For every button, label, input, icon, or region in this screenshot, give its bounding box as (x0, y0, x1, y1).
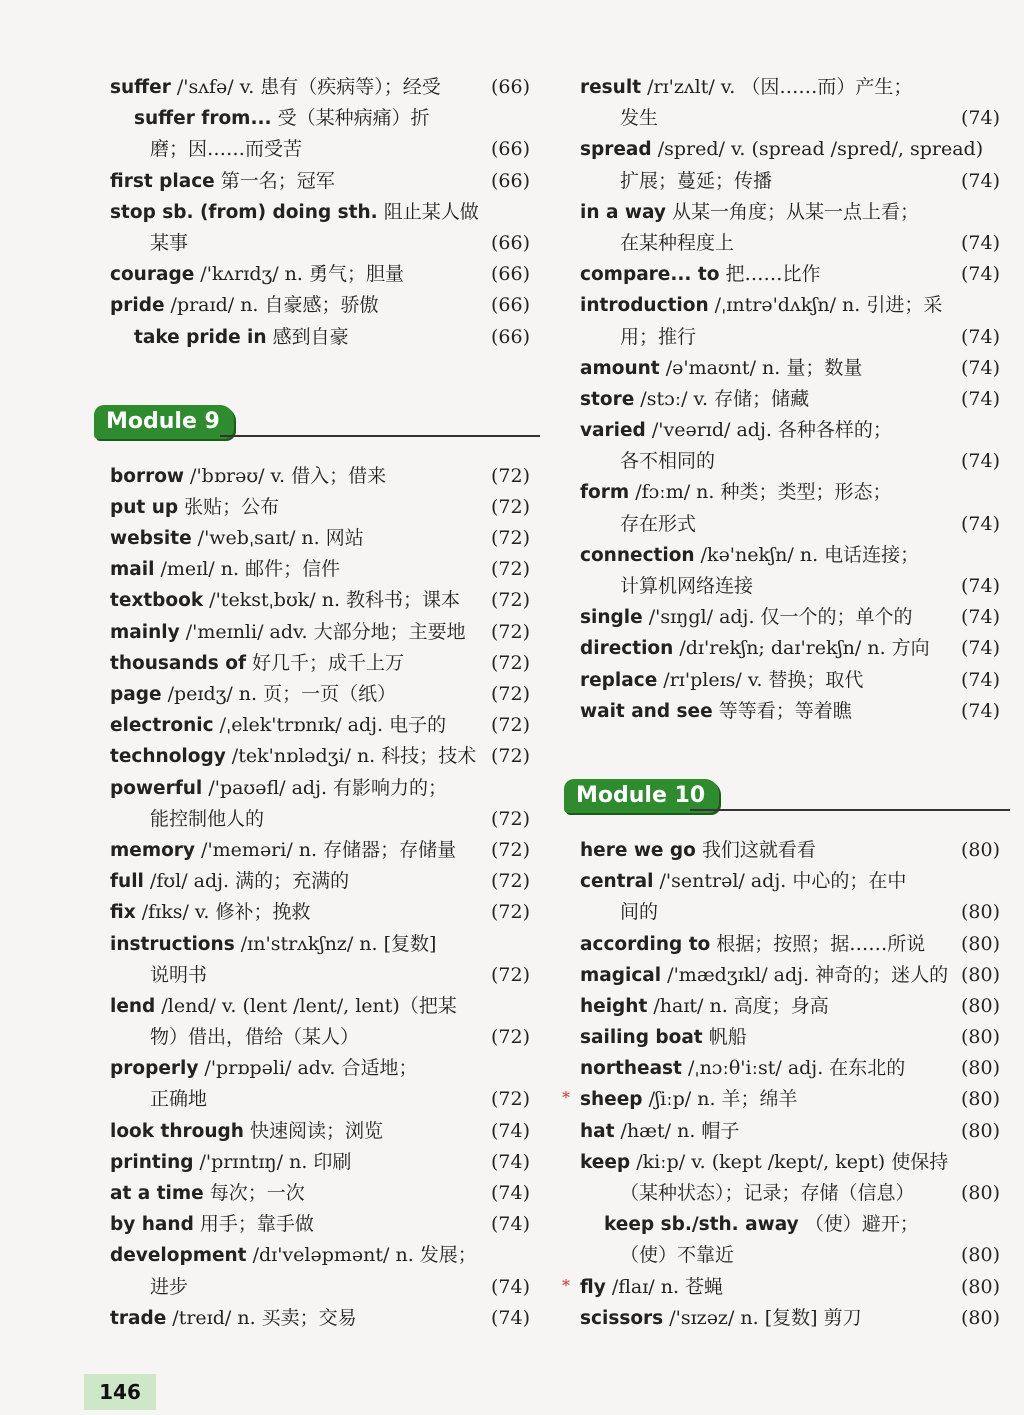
definition: /'mædʒɪkl/ adj. 神奇的；迷人的 (661, 963, 949, 986)
vocab-entry (580, 1116, 1000, 1147)
vocab-entry (580, 322, 1000, 353)
definition: 扩展；蔓延；传播 (620, 169, 773, 192)
definition: 好几千；成千上万 (246, 651, 405, 674)
definition: /fʊl/ adj. 满的；充满的 (143, 870, 350, 893)
vocab-entry (110, 804, 530, 835)
headword: hat (580, 1120, 615, 1142)
headword: mail (110, 559, 155, 581)
definition: 每次；一次 (203, 1182, 305, 1204)
vocab-entry (110, 166, 530, 197)
headword: memory (110, 839, 195, 861)
definition: /'paʊəfl/ adj. 有影响力的； (202, 776, 448, 799)
page-reference: (74) (490, 1182, 530, 1204)
headword: development (110, 1245, 247, 1267)
page-reference: (80) (960, 994, 1000, 1017)
definition: 存在形式 (620, 512, 697, 535)
vocab-entry (580, 1178, 1000, 1209)
definition: /stɔː/ v. 存储；储藏 (634, 387, 810, 410)
definition: 我们这就看看 (695, 838, 816, 861)
vocab-entry (110, 1272, 530, 1303)
headword: full (110, 871, 144, 893)
vocab-entry (580, 835, 1000, 866)
vocab-entry (580, 290, 1000, 321)
page-reference: (80) (960, 1057, 1000, 1080)
page-reference: (74) (960, 575, 1000, 597)
vocab-entry (110, 741, 530, 772)
vocab-entry (580, 509, 1000, 540)
page-reference: (74) (960, 107, 1000, 130)
page-reference: (80) (960, 901, 1000, 924)
module-10-header (576, 779, 1000, 817)
definition: /rɪ'zʌlt/ v. （因……而）产生； (641, 76, 913, 98)
page-reference: (80) (960, 1275, 1000, 1298)
vocab-entry (580, 1209, 1000, 1240)
headword: stop sb. (from) doing sth. (110, 201, 378, 223)
definition: 第一名；冠军 (214, 169, 335, 192)
vocab-entry (110, 72, 530, 103)
definition: /treɪd/ n. 买卖；交易 (166, 1306, 357, 1329)
definition: /rɪ'pleɪs/ v. 替换；取代 (657, 668, 864, 691)
headword: suffer (110, 77, 171, 98)
headword: trade (110, 1307, 167, 1329)
headword: website (110, 528, 192, 550)
vocab-entry (580, 602, 1000, 633)
page-reference: (66) (490, 231, 530, 254)
headword: connection (580, 544, 695, 566)
page-reference: (74) (960, 512, 1000, 535)
headword: mainly (110, 621, 180, 643)
page-reference: (72) (490, 620, 530, 643)
vocab-entry (580, 633, 1000, 664)
vocab-entry (110, 929, 530, 960)
page-reference: (72) (490, 901, 530, 924)
vocab-entry (580, 1147, 1000, 1178)
definition: /ˌelek'trɒnɪk/ adj. 电子的 (213, 714, 447, 737)
headword: form (580, 482, 630, 504)
definition: 进步 (150, 1275, 189, 1298)
page-reference: (72) (490, 870, 530, 893)
vocab-entry (580, 960, 1000, 991)
vocab-entry (110, 1303, 530, 1334)
definition: /ˌɪntrə'dʌkʃn/ n. 引进；采 (708, 294, 943, 317)
vocab-entry (580, 1303, 1000, 1334)
headword: at a time (110, 1183, 204, 1204)
page-reference: (74) (960, 231, 1000, 254)
definition: /'webˌsaɪt/ n. 网站 (191, 527, 364, 550)
page-reference: (66) (490, 263, 530, 286)
module-divider (690, 809, 1010, 811)
headword: according to (580, 933, 711, 955)
page-reference: (74) (960, 668, 1000, 691)
headword: powerful (110, 777, 203, 799)
headword: look through (110, 1120, 244, 1142)
left-module-entries (110, 461, 530, 1334)
definition: /'tekstˌbʊk/ n. 教科书；课本 (203, 589, 461, 612)
page-reference: (74) (490, 1119, 530, 1142)
vocab-entry (580, 665, 1000, 696)
headword: in a way (580, 201, 666, 223)
definition: /haɪt/ n. 高度；身高 (647, 994, 829, 1017)
module-9-header (106, 405, 530, 443)
vocab-entry (110, 197, 530, 228)
headword: courage (110, 264, 195, 286)
headword: central (580, 871, 654, 893)
definition: 把……比作 (719, 263, 821, 286)
vocab-entry (110, 1240, 530, 1271)
vocab-entry (110, 1022, 530, 1053)
headword: store (580, 388, 635, 410)
vocab-entry (110, 1053, 530, 1084)
definition: /fɪks/ v. 修补；挽救 (135, 901, 311, 924)
definition: 快速阅读；浏览 (243, 1119, 383, 1142)
vocab-entry (110, 866, 530, 897)
module-badge: Module 10 (564, 779, 719, 813)
vocab-entry (110, 290, 530, 321)
definition: /peɪdʒ/ n. 页；一页（纸） (161, 683, 397, 705)
page-reference: (74) (960, 387, 1000, 410)
definition: 在某种程度上 (620, 231, 735, 254)
headword: scissors (580, 1307, 664, 1329)
page-reference: (74) (960, 356, 1000, 379)
vocab-entry (110, 1178, 530, 1209)
headword: technology (110, 746, 226, 768)
vocab-entry (110, 322, 530, 353)
definition: /ˌnɔːθ'iːst/ adj. 在东北的 (681, 1057, 906, 1080)
headword: replace (580, 669, 658, 691)
definition: /hæt/ n. 帽子 (614, 1119, 740, 1142)
headword: compare... to (580, 264, 720, 286)
vocab-entry (110, 835, 530, 866)
headword: wait and see (580, 700, 713, 722)
definition: /'prɪntɪŋ/ n. 印刷 (193, 1150, 352, 1173)
definition: 说明书 (150, 963, 208, 986)
definition: /kə'nekʃn/ n. 电话连接； (694, 543, 920, 566)
headword: page (110, 684, 162, 705)
definition: /kiːp/ v. (kept /kept/, kept) 使保持 (630, 1150, 949, 1173)
vocab-entry (580, 228, 1000, 259)
page-reference: (66) (490, 76, 530, 98)
page-reference: (72) (490, 683, 530, 705)
headword: magical (580, 964, 662, 986)
vocab-entry (110, 960, 530, 991)
headword: single (580, 607, 643, 629)
vocab-entry (580, 991, 1000, 1022)
page-reference: (74) (490, 1213, 530, 1236)
right-top-entries (580, 72, 1000, 727)
page-reference: (80) (960, 1244, 1000, 1267)
definition: /'prɒpəli/ adv. 合适地； (198, 1057, 418, 1080)
vocab-entry (580, 166, 1000, 197)
page-reference: (72) (490, 495, 530, 518)
vocab-entry (110, 679, 530, 710)
definition: /meɪl/ n. 邮件；信件 (154, 558, 341, 581)
vocab-entry (110, 617, 530, 648)
page-reference: (80) (960, 1026, 1000, 1049)
vocab-entry (110, 1147, 530, 1178)
vocab-entry (580, 259, 1000, 290)
headword: northeast (580, 1058, 682, 1080)
page-number: 146 (84, 1374, 156, 1410)
page-reference: (72) (490, 558, 530, 581)
page-reference: (74) (490, 1150, 530, 1173)
headword: by hand (110, 1214, 194, 1236)
vocab-entry (110, 648, 530, 679)
definition: /ʃiːp/ n. 羊；绵羊 (642, 1088, 798, 1111)
definition: 用手；靠手做 (193, 1213, 314, 1236)
headword: keep sb./sth. away (604, 1214, 799, 1236)
definition: 计算机网络连接 (620, 575, 754, 597)
definition: 物）借出，借给（某人） (150, 1026, 360, 1049)
headword: printing (110, 1151, 194, 1173)
vocab-entry (110, 523, 530, 554)
definition: 能控制他人的 (150, 807, 265, 830)
vocab-entry (580, 197, 1000, 228)
vocab-entry (580, 540, 1000, 571)
vocab-entry (580, 384, 1000, 415)
star-mark: * (562, 1275, 570, 1295)
vocab-entry (110, 1209, 530, 1240)
headword: lend (110, 995, 156, 1017)
definition: 帆船 (702, 1026, 747, 1049)
definition: 正确地 (150, 1088, 208, 1111)
definition: 某事 (150, 231, 189, 254)
headword: sheep (580, 1089, 643, 1111)
page-reference: (80) (960, 963, 1000, 986)
page-reference: (72) (490, 1026, 530, 1049)
page-reference: (72) (490, 589, 530, 612)
definition: /dɪ'veləpmənt/ n. 发展； (246, 1244, 477, 1267)
headword: spread (580, 139, 652, 161)
definition: /tek'nɒlədʒi/ n. 科技；技术 (225, 745, 477, 768)
page-reference: (74) (960, 637, 1000, 660)
definition: /'sɪŋgl/ adj. 仅一个的；单个的 (642, 606, 913, 629)
vocab-entry (110, 134, 530, 165)
vocab-entry (110, 492, 530, 523)
headword: first place (110, 170, 215, 192)
definition: 根据；按照；据……所说 (710, 932, 926, 955)
vocab-entry (562, 1272, 1000, 1303)
headword: borrow (110, 465, 184, 487)
definition: 发生 (620, 107, 659, 130)
definition: /'veərɪd/ adj. 各种各样的； (645, 419, 892, 442)
headword: textbook (110, 590, 204, 612)
definition: /'sɪzəz/ n. [复数] 剪刀 (663, 1306, 862, 1329)
definition: /spred/ v. (spread /spred/, spread) (651, 138, 984, 161)
vocab-entry (110, 1116, 530, 1147)
page-reference: (72) (490, 745, 530, 768)
page-reference: (74) (960, 169, 1000, 192)
headword: fix (110, 902, 136, 924)
page-reference: (72) (490, 807, 530, 830)
vocab-entry (580, 415, 1000, 446)
definition: /'sentrəl/ adj. 中心的；在中 (653, 870, 907, 893)
vocab-entry (110, 461, 530, 492)
headword: put up (110, 496, 179, 518)
definition: （某种状态）；记录；存储（信息） (620, 1182, 915, 1204)
page-reference: (72) (490, 1088, 530, 1111)
headword: here we go (580, 839, 696, 861)
headword: properly (110, 1058, 199, 1080)
headword: keep (580, 1151, 631, 1173)
page-reference: (72) (490, 714, 530, 737)
page-reference: (74) (960, 450, 1000, 473)
vocab-entry (580, 897, 1000, 928)
definition: 从某一角度；从某一点上看； (665, 200, 919, 223)
definition: /flaɪ/ n. 苍蝇 (605, 1275, 724, 1298)
page-reference: (74) (960, 606, 1000, 629)
vocab-entry (580, 1022, 1000, 1053)
definition: /praɪd/ n. 自豪感；骄傲 (164, 294, 379, 317)
headword: instructions (110, 933, 235, 955)
headword: introduction (580, 295, 709, 317)
page-reference: (66) (490, 169, 530, 192)
definition: /'meɪnli/ adv. 大部分地；主要地 (179, 620, 466, 643)
headword: suffer from... (134, 108, 272, 130)
definition: 用；推行 (620, 325, 697, 348)
definition: /'sʌfə/ v. 患有（疾病等）；经受 (170, 76, 441, 98)
headword: pride (110, 295, 165, 317)
headword: result (580, 77, 642, 98)
page-reference: (74) (960, 325, 1000, 348)
star-mark: * (562, 1088, 570, 1108)
headword: direction (580, 638, 674, 660)
definition: /fɔːm/ n. 种类；类型；形态； (629, 481, 892, 504)
vocab-entry (580, 929, 1000, 960)
page-reference: (80) (960, 932, 1000, 955)
page-reference: (72) (490, 527, 530, 550)
definition: （使）避开； (798, 1213, 919, 1236)
vocab-entry (580, 571, 1000, 602)
definition: （使）不靠近 (620, 1244, 735, 1267)
vocab-entry (580, 72, 1000, 103)
definition: /ɪn'strʌkʃnz/ n. [复数] (234, 932, 437, 955)
page-reference: (80) (960, 1088, 1000, 1111)
page-reference: (80) (960, 1119, 1000, 1142)
definition: /lend/ v. (lent /lent/, lent)（把某 (155, 994, 457, 1017)
vocab-entry (580, 446, 1000, 477)
vocab-entry (562, 1084, 1000, 1115)
definition: /ə'maʊnt/ n. 量；数量 (659, 356, 863, 379)
module-badge: Module 9 (94, 405, 234, 439)
page-reference: (74) (960, 263, 1000, 286)
vocab-entry (110, 897, 530, 928)
vocab-entry (580, 353, 1000, 384)
page-reference: (66) (490, 138, 530, 161)
vocab-entry (110, 710, 530, 741)
definition: /'kʌrɪdʒ/ n. 勇气；胆量 (194, 263, 404, 286)
page-reference: (72) (490, 963, 530, 986)
vocab-entry (110, 103, 530, 134)
page-reference: (74) (490, 1275, 530, 1298)
definition: 阻止某人做 (377, 200, 479, 223)
vocab-entry (110, 259, 530, 290)
headword: electronic (110, 715, 214, 737)
left-top-entries (110, 72, 530, 353)
definition: 张贴；公布 (178, 495, 280, 518)
page-reference: (66) (490, 294, 530, 317)
vocab-entry (110, 1084, 530, 1115)
vocab-entry (580, 477, 1000, 508)
vocab-entry (580, 1053, 1000, 1084)
definition: 磨；因……而受苦 (150, 138, 303, 161)
left-column (106, 72, 530, 1334)
right-module-entries (562, 835, 1000, 1334)
vocab-entry (110, 773, 530, 804)
module-divider (220, 435, 540, 437)
right-column (562, 72, 1000, 1334)
vocab-entry (110, 554, 530, 585)
headword: amount (580, 357, 660, 379)
vocab-entry (580, 134, 1000, 165)
definition: /dɪ'rekʃn; daɪ'rekʃn/ n. 方向 (673, 637, 930, 660)
definition: /'bɒrəʊ/ v. 借入；借来 (184, 464, 387, 487)
page-reference: (72) (490, 838, 530, 861)
page-reference: (66) (490, 325, 530, 348)
headword: height (580, 995, 648, 1017)
page-reference: (80) (960, 838, 1000, 861)
headword: sailing boat (580, 1027, 703, 1049)
vocab-entry (580, 103, 1000, 134)
definition: 各不相同的 (620, 450, 716, 473)
vocab-entry (580, 696, 1000, 727)
page-reference: (72) (490, 651, 530, 674)
definition: 感到自豪 (266, 325, 349, 348)
vocab-entry (580, 1240, 1000, 1271)
vocab-entry (110, 991, 530, 1022)
page-reference: (80) (960, 1182, 1000, 1204)
vocab-entry (110, 228, 530, 259)
headword: take pride in (134, 326, 267, 348)
headword: thousands of (110, 652, 247, 674)
headword: fly (580, 1276, 606, 1298)
page-reference: (74) (490, 1306, 530, 1329)
page-reference: (72) (490, 464, 530, 487)
page-reference: (74) (960, 699, 1000, 722)
definition: 等等看；等着瞧 (712, 699, 852, 722)
definition: /'meməri/ n. 存储器；存储量 (195, 838, 457, 861)
headword: varied (580, 420, 646, 442)
definition: 受（某种病痛）折 (271, 107, 430, 130)
vocab-entry (110, 585, 530, 616)
page-reference: (80) (960, 1306, 1000, 1329)
definition: 间的 (620, 901, 659, 924)
vocab-entry (580, 866, 1000, 897)
